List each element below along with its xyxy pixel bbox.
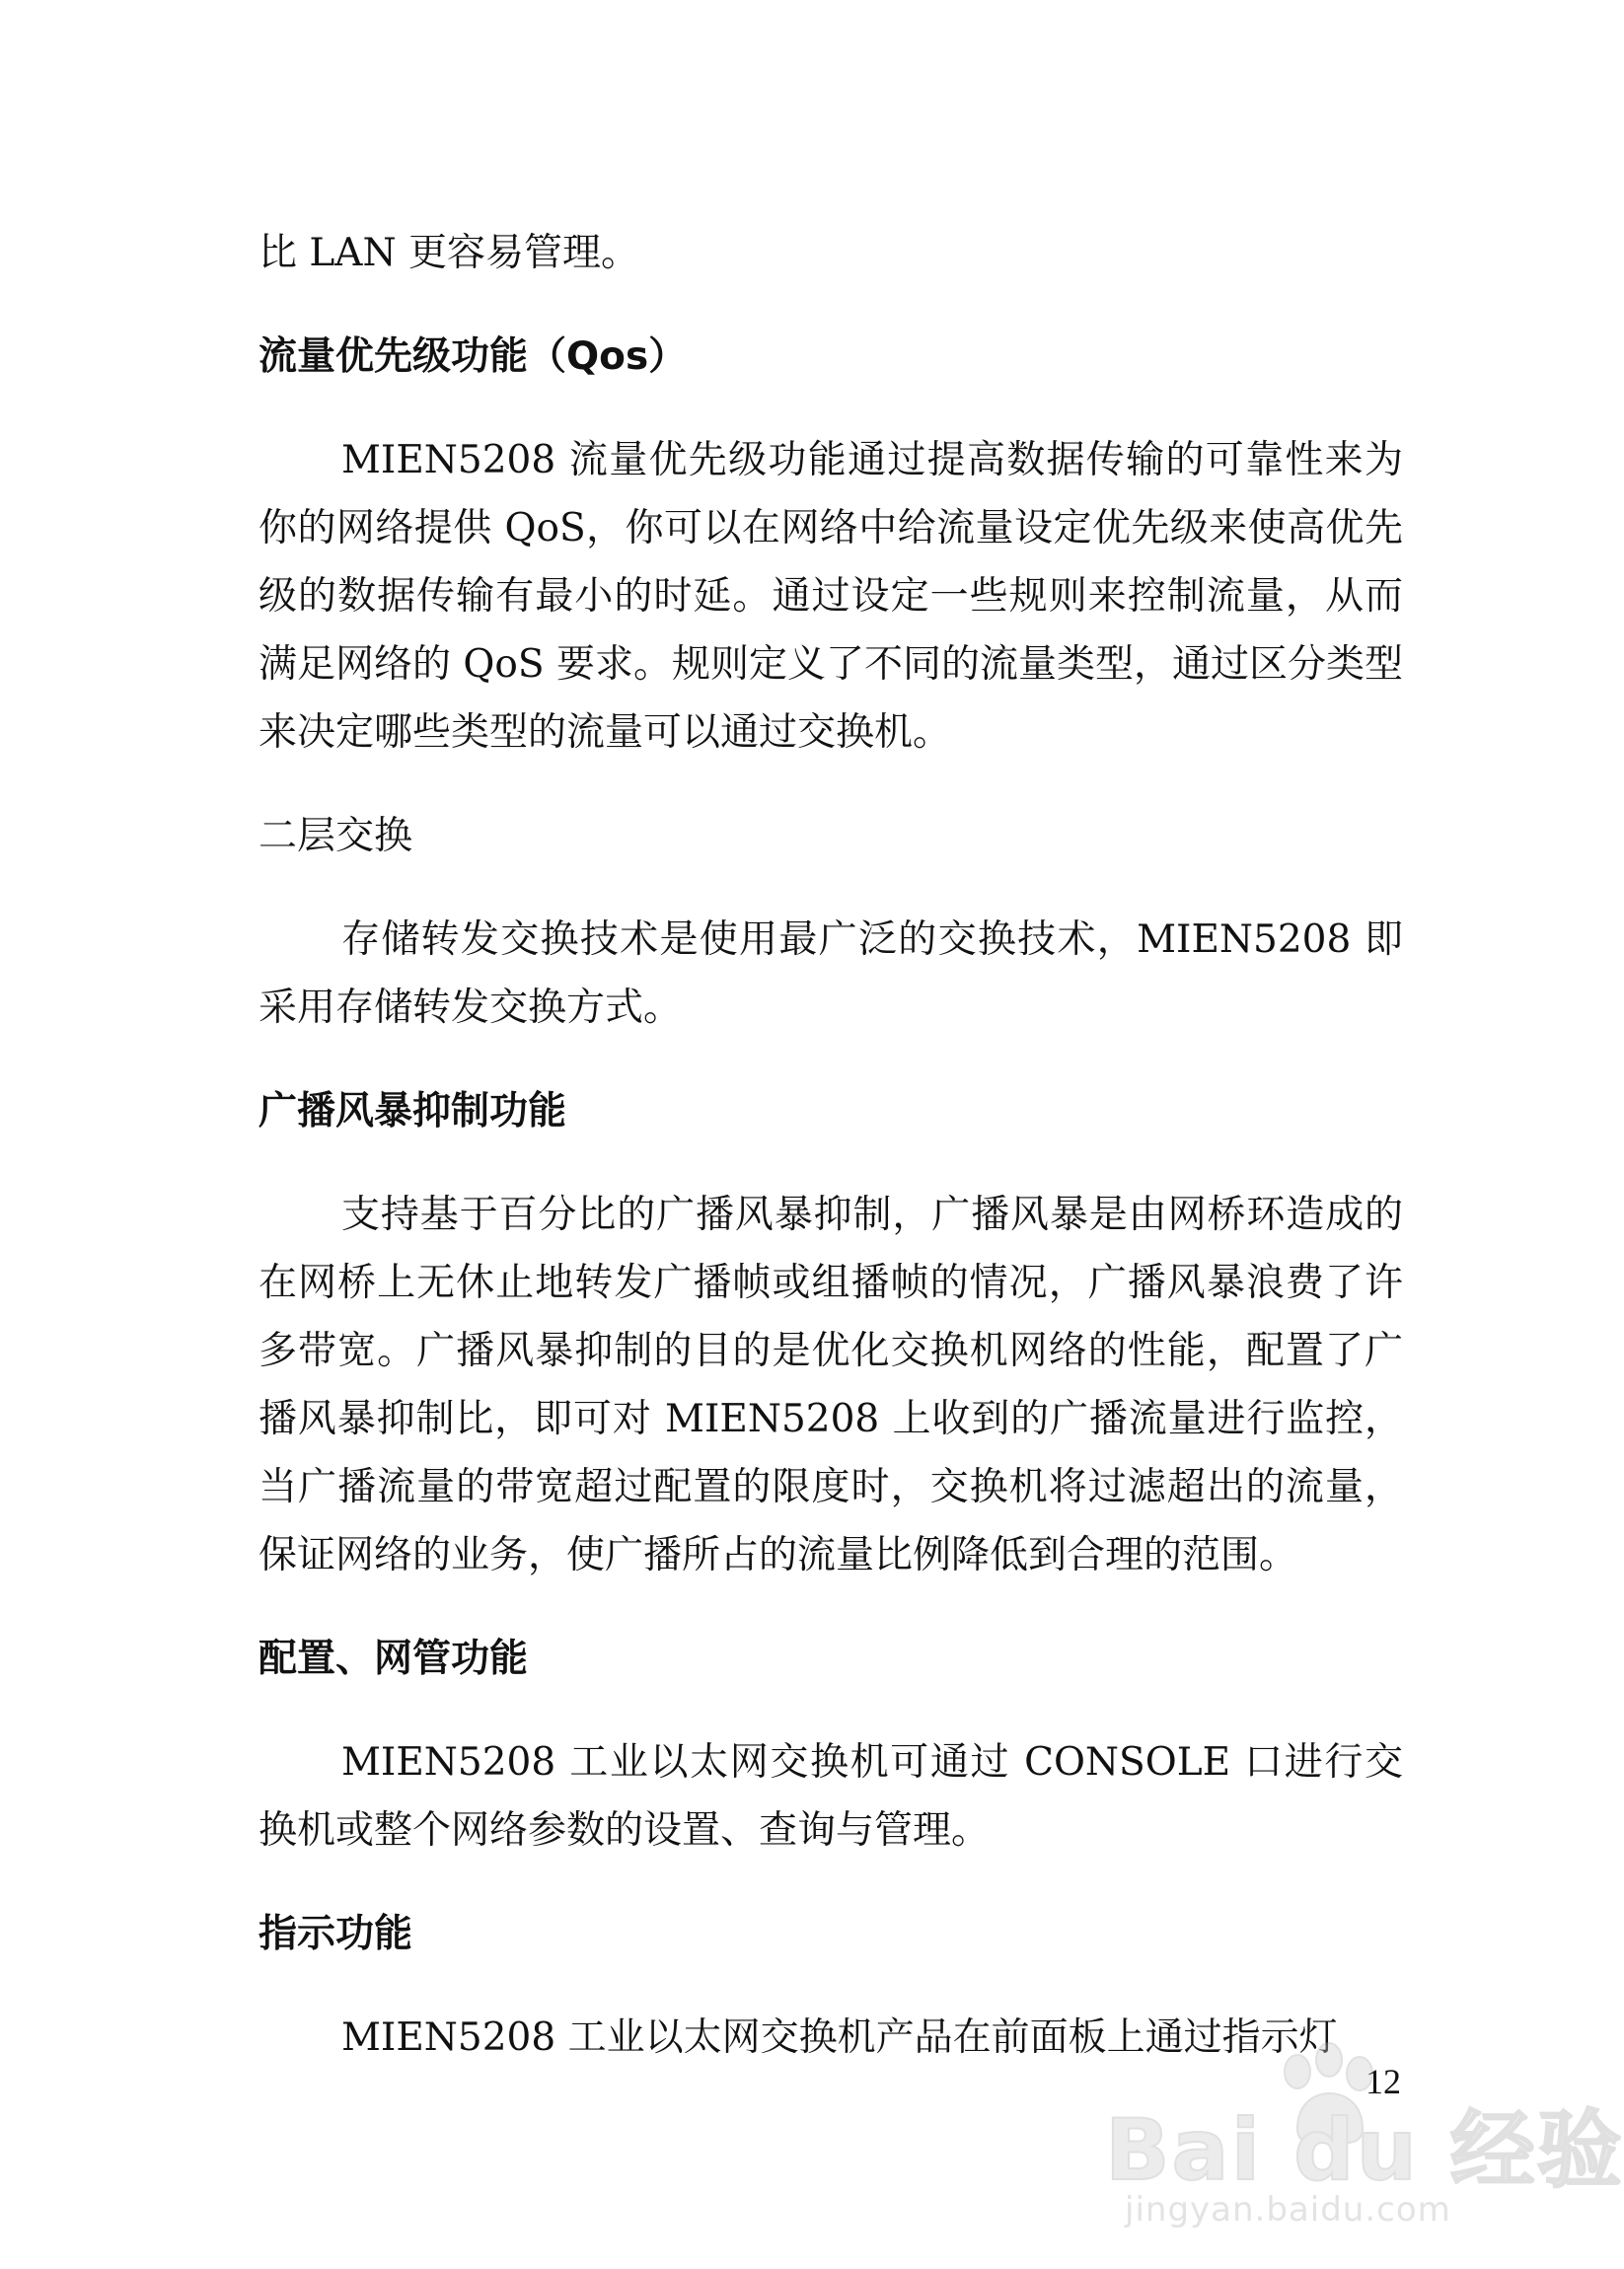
baidu-watermark <box>1105 2042 1624 2239</box>
heading-indication: 指示功能 <box>258 1912 413 1956</box>
paragraph-indication: MIEN5208 工业以太网交换机产品在前面板上通过指示灯 <box>341 2015 1338 2060</box>
paragraph-layer2-switching: 存储转发交换技术是使用最广泛的交换技术，MIEN5208 即采用存储转发交换方式。 <box>258 917 1403 1030</box>
heading-storm-control: 广播风暴抑制功能 <box>258 1089 567 1134</box>
paragraph-storm-control: 支持基于百分比的广播风暴抑制，广播风暴是由网桥环造成的在网桥上无休止地转发广播帧或组播帧的情况，广播风暴浪费了许多带宽。广播风暴抑制的目的是优化交换机网络的性能，配置了广播风暴抑制比，即可对 MIEN5208 上收到的广播流量进行监控，当广播流量的带宽超过配置的限度时，交换机将过滤超出的流量，保证网络的业务，使广播所占的流量比例降低到合理的范围。 <box>258 1193 1403 1577</box>
heading-layer2-switching: 二层交换 <box>258 814 413 858</box>
page-number: 12 <box>1366 2062 1401 2101</box>
heading-qos: 流量优先级功能（Qos） <box>258 334 688 379</box>
paragraph-qos: MIEN5208 流量优先级功能通过提高数据传输的可靠性来为你的网络提供 QoS，你可以在网络中给流量设定优先级来使高优先级的数据传输有最小的时延。通过设定一些规则来控制流量，从而满足网络的 QoS 要求。规则定义了不同的流量类型，通过区分类型来决定哪些类型的流量可以通过交换机。 <box>258 438 1403 755</box>
heading-config-management: 配置、网管功能 <box>258 1637 529 1681</box>
paragraph-continuation: 比 LAN 更容易管理。 <box>258 231 639 275</box>
watermark-brand: Bai du 经验 <box>1105 2101 1624 2200</box>
watermark-url: jingyan.baidu.com <box>1125 2190 1451 2230</box>
page-body <box>258 219 1403 2072</box>
paragraph-config-management: MIEN5208 工业以太网交换机可通过 CONSOLE 口进行交换机或整个网络参数的设置、查询与管理。 <box>258 1740 1403 1853</box>
